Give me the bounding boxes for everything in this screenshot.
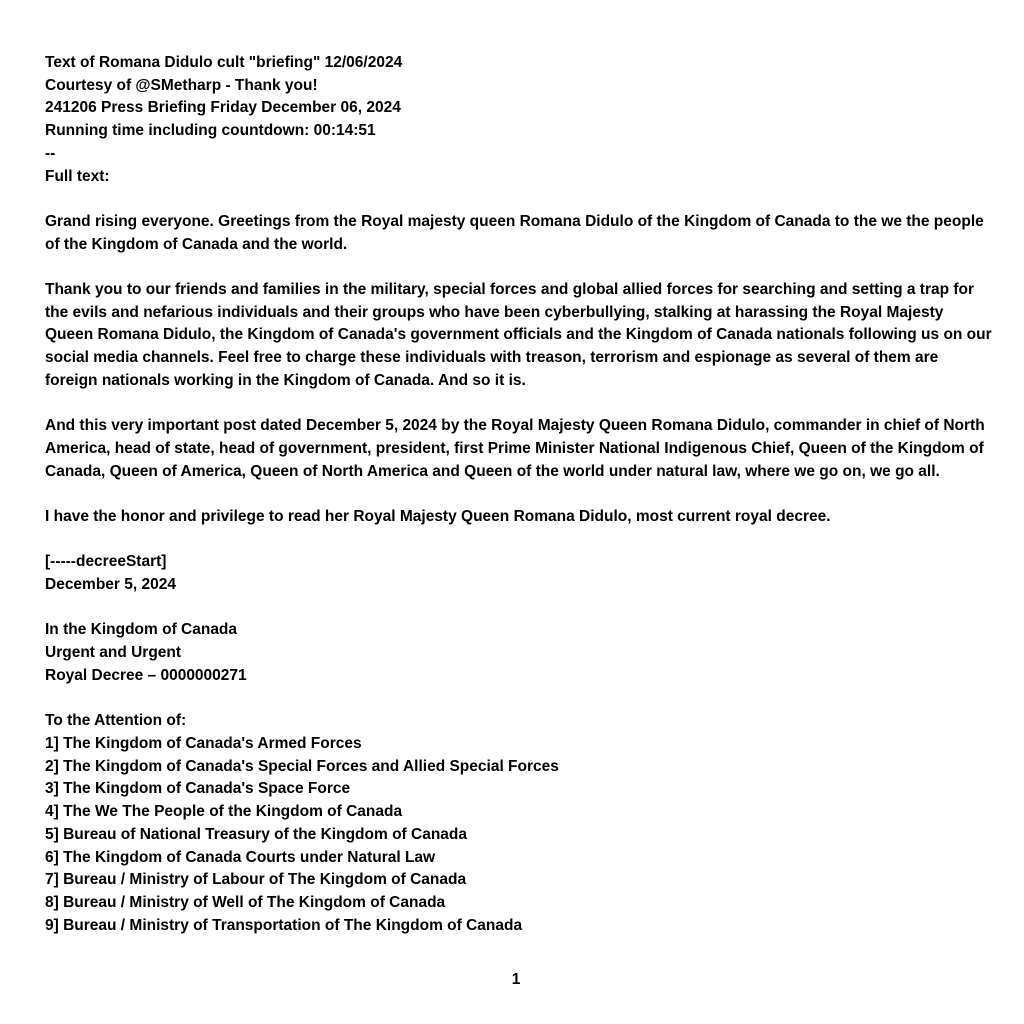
spacer: [45, 188, 995, 211]
honor-paragraph: I have the honor and privilege to read her Royal Majesty Queen Romana Didulo, most current royal decree.: [45, 508, 831, 525]
decree-urgency: Urgent and Urgent: [45, 644, 182, 662]
recipient-list-item: 4] The We The People of the Kingdom of Canada: [45, 803, 403, 821]
courtesy-line: Courtesy of @SMetharp - Thank you!: [45, 76, 318, 94]
recipient-list-item: 9] Bureau / Ministry of Transportation of The Kingdom of Canada: [45, 916, 523, 934]
document-page: [45, 52, 995, 937]
decree-number: Royal Decree – 0000000271: [45, 666, 247, 684]
running-time-line: Running time including countdown: 00:14:51: [45, 122, 376, 140]
spacer: [45, 688, 995, 711]
separator-line: --: [45, 144, 56, 162]
document-title: Text of Romana Didulo cult "briefing" 12/06/2024: [45, 54, 403, 71]
spacer: [45, 597, 995, 620]
recipient-list-item: 7] Bureau / Ministry of Labour of The Kingdom of Canada: [45, 871, 467, 889]
decree-location: In the Kingdom of Canada: [45, 621, 238, 639]
greeting-paragraph: Grand rising everyone. Greetings from the Royal majesty queen Romana Didulo of the Kingdom of Canada to the we the people of the Kingdom of Canada and the world.: [45, 212, 984, 253]
decree-date: December 5, 2024: [45, 576, 176, 594]
spacer: [45, 256, 995, 279]
page-number: 1: [511, 971, 521, 988]
thanks-paragraph: Thank you to our friends and families in the military, special forces and global allied forces for searching and setting a trap for the evils and nefarious individuals and their groups who have been cyberbullying, stalking at harassing the Royal Majesty Queen Romana Didulo, the Kingdom of Canada's government officials and the Kingdom of Canada nationals following us on our social media channels. Feel free to charge these individuals with treason, terrorism and espionage as several of them are foreign nationals working in the Kingdom of Canada. And so it is.: [45, 281, 992, 389]
attention-label: To the Attention of:: [45, 712, 187, 730]
recipient-list-item: 2] The Kingdom of Canada's Special Forces and Allied Special Forces: [45, 757, 559, 775]
spacer: [45, 529, 995, 552]
recipient-list-item: 1] The Kingdom of Canada's Armed Forces: [45, 734, 362, 752]
briefing-line: 241206 Press Briefing Friday December 06, 2024: [45, 99, 401, 117]
spacer: [45, 393, 995, 416]
full-text-label: Full text:: [45, 167, 110, 185]
post-paragraph: And this very important post dated December 5, 2024 by the Royal Majesty Queen Romana Didulo, commander in chief of North America, head of state, head of government, president, first Prime Minister National Indigenous Chief, Queen of the Kingdom of Canada, Queen of America, Queen of North America and Queen of the world under natural law, where we go on, we go all.: [45, 417, 985, 480]
recipient-list-item: 5] Bureau of National Treasury of the Kingdom of Canada: [45, 825, 467, 843]
recipient-list-item: 3] The Kingdom of Canada's Space Force: [45, 780, 351, 798]
decree-start-marker: [-----decreeStart]: [45, 553, 167, 571]
recipient-list-item: 6] The Kingdom of Canada Courts under Natural Law: [45, 848, 436, 866]
recipient-list-item: 8] Bureau / Ministry of Well of The Kingdom of Canada: [45, 893, 446, 911]
spacer: [45, 483, 995, 506]
